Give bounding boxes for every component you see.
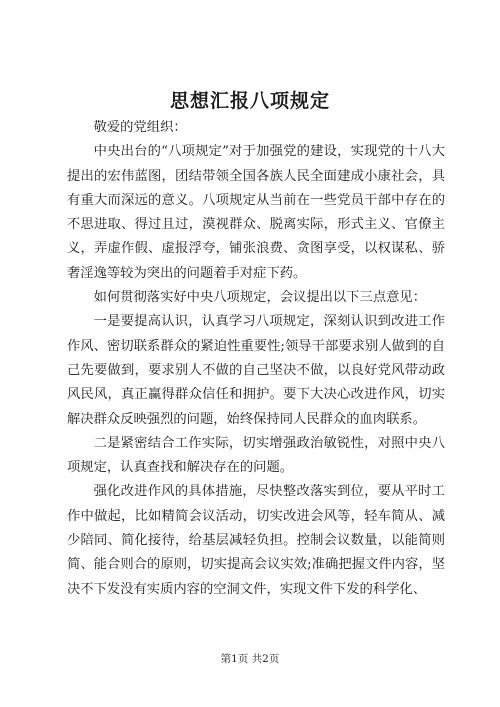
paragraph-2: 如何贯彻落实好中央八项规定，会议提出以下三点意见： (93, 290, 427, 306)
paragraph-3: 一是要提高认识，认真学习八项规定，深刻认识到改进工作作风、密切联系群众的紧迫性重要性;领导干部要求别人做到的自己先要做到，要求别人不做的自己坚决不做，以良好党风带动政风民风，真正赢得群众信任和拥护。要下大决心改进作风，切实解决群众反映强烈的问题，始终保持同人民群众的血肉联系。 (67, 314, 445, 427)
paragraph-5: 强化改进作风的具体措施，尽快整改落实到位，要从平时工作中做起，比如精简会议活动，切实改进会风等，轻车简从、减少陪同、简化接待，给基层减轻负担。控制会议数量，以能简则简、能合则合的原则，切实提高会议实效;准确把握文件内容，坚决不下发没有实质内容的空洞文件，实现文件下发的科学化、 (67, 484, 445, 597)
paragraph-1: 中央出台的“八项规定”对于加强党的建设，实现党的十八大提出的宏伟蓝图，团结带领全国各族人民全面建成小康社会，具有重大而深远的意义。八项规定从当前在一些党员干部中存在的不思进取、得过且过，漠视群众、脱离实际，形式主义、官僚主义，弄虚作假、虚报浮夸，铺张浪费、贪图享受，以权谋私、骄奢淫逸等较为突出的问题着手对症下药。 (67, 144, 445, 281)
page-footer: 第1页 共2页 (220, 653, 280, 665)
salutation: 敬爱的党组织： (93, 120, 187, 135)
document-body (67, 116, 445, 602)
document-title: 思想汇报八项规定 (169, 90, 330, 112)
paragraph-4: 二是紧密结合工作实际，切实增强政治敏锐性，对照中央八项规定，认真查找和解决存在的问题。 (67, 435, 445, 476)
